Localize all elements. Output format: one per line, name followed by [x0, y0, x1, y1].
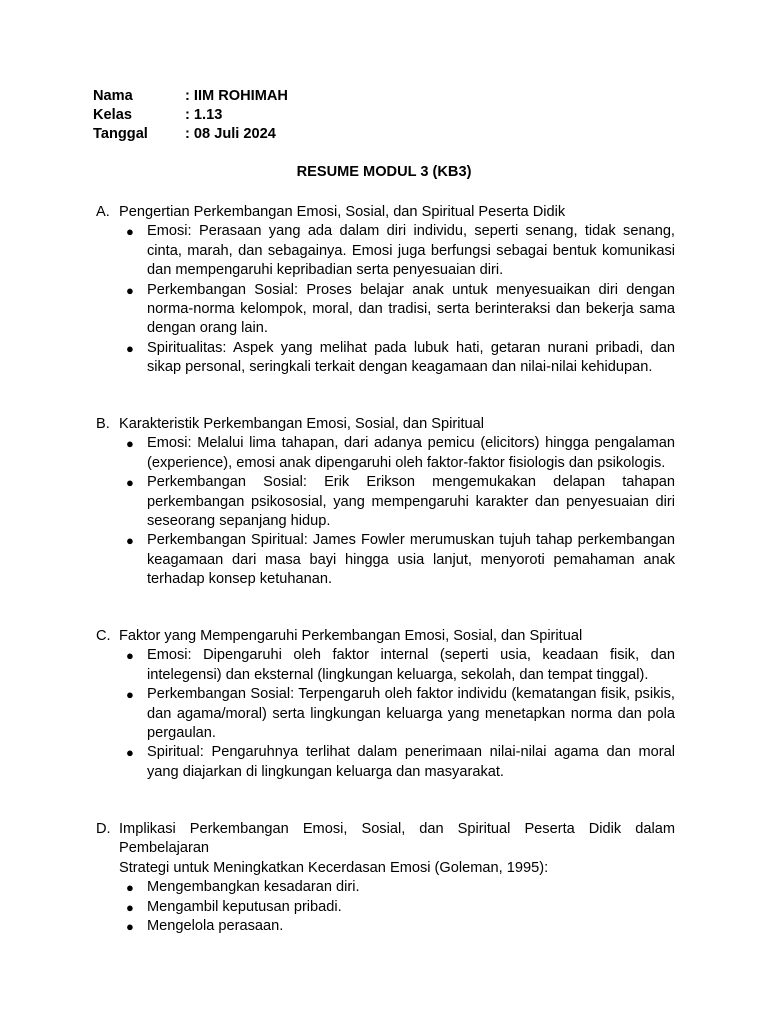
list-item — [93, 281, 675, 339]
section-d-subtitle: Strategi untuk Meningkatkan Kecerdasan Emosi (Goleman, 1995): — [119, 859, 549, 876]
section-c-list — [93, 646, 675, 782]
header-kelas-row — [93, 106, 222, 125]
section-d-heading — [93, 820, 675, 859]
list-item — [93, 339, 675, 378]
list-item — [93, 646, 675, 685]
tanggal-value: : 08 Juli 2024 — [185, 126, 276, 142]
section-b — [93, 415, 675, 590]
list-item — [93, 898, 675, 917]
list-item — [93, 878, 675, 897]
document-title: RESUME MODUL 3 (KB3) — [296, 164, 472, 180]
section-b-title: Karakteristik Perkembangan Emosi, Sosial, dan Spiritual — [119, 416, 485, 432]
section-a-title: Pengertian Perkembangan Emosi, Sosial, dan Spiritual Peserta Didik — [119, 204, 566, 220]
list-item-text: Perkembangan Sosial: Erik Erikson mengemukakan delapan tahapan perkembangan psikososial, yang mempengaruhi karakter dan penyesuaian diri seseorang sepanjang hidup. — [147, 474, 675, 530]
section-c-title: Faktor yang Mempengaruhi Perkembangan Emosi, Sosial, dan Spiritual — [119, 628, 583, 644]
tanggal-label: Tanggal — [93, 126, 148, 142]
section-a — [93, 203, 675, 378]
header-tanggal-row — [93, 125, 276, 144]
kelas-label: Kelas — [93, 107, 132, 123]
list-item — [93, 531, 675, 589]
section-d-letter: D. — [96, 821, 111, 837]
section-b-letter: B. — [96, 416, 110, 432]
list-item — [93, 434, 675, 473]
list-item-text: Emosi: Perasaan yang ada dalam diri individu, seperti senang, tidak senang, cinta, marah, dan sebagainya. Emosi juga berfungsi sebagai bentuk komunikasi dan mempengaruhi kepribadian serta penyesuaian diri. — [147, 223, 675, 279]
list-item-text: Mengelola perasaan. — [147, 918, 284, 935]
section-a-list — [93, 222, 675, 377]
section-a-heading — [93, 203, 675, 222]
section-a-letter: A. — [96, 204, 110, 220]
section-c-heading — [93, 627, 675, 646]
bullet-icon: ● — [126, 475, 134, 491]
list-item-text: Spiritual: Pengaruhnya terlihat dalam penerimaan nilai-nilai agama dan moral yang diajarkan di lingkungan keluarga dan masyarakat. — [147, 744, 675, 780]
list-item-text: Perkembangan Sosial: Proses belajar anak untuk menyesuaikan diri dengan norma-norma kelompok, moral, dan tradisi, serta berinteraksi dan bekerja sama dengan orang lain. — [147, 281, 675, 337]
nama-label: Nama — [93, 88, 133, 104]
list-item — [93, 685, 675, 743]
list-item — [93, 473, 675, 531]
section-d-title: Implikasi Perkembangan Emosi, Sosial, dan Spiritual Peserta Didik dalam Pembelajaran — [119, 821, 675, 857]
section-d — [93, 820, 675, 936]
section-d-list — [93, 878, 675, 936]
bullet-icon: ● — [126, 687, 134, 703]
nama-value: : IIM ROHIMAH — [185, 88, 288, 104]
bullet-icon: ● — [126, 919, 134, 935]
section-b-list — [93, 434, 675, 589]
bullet-icon: ● — [126, 648, 134, 664]
list-item — [93, 743, 675, 782]
list-item-text: Spiritualitas: Aspek yang melihat pada lubuk hati, getaran nurani pribadi, dan sikap personal, seringkali terkait dengan keagamaan dan nilai-nilai kehidupan. — [147, 339, 675, 376]
header-nama-row — [93, 87, 288, 106]
list-item — [93, 917, 675, 936]
list-item-text: Mengembangkan kesadaran diri. — [147, 879, 360, 896]
list-item-text: Mengambil keputusan pribadi. — [147, 898, 342, 915]
bullet-icon: ● — [126, 436, 134, 452]
section-b-heading — [93, 415, 675, 434]
list-item-text: Emosi: Melalui lima tahapan, dari adanya pemicu (elicitors) hingga pengalaman (experience), emosi anak dipengaruhi oleh faktor-faktor fisiologis dan psikologis. — [147, 435, 675, 471]
bullet-icon: ● — [126, 224, 134, 240]
list-item-text: Emosi: Dipengaruhi oleh faktor internal (seperti usia, keadaan fisik, dan intelegensi) dan eksternal (lingkungan keluarga, sekolah, dan tempat tinggal). — [147, 647, 675, 683]
list-item — [93, 222, 675, 280]
section-c-letter: C. — [96, 628, 111, 644]
list-item-text: Perkembangan Spiritual: James Fowler merumuskan tujuh tahap perkembangan keagamaan dari masa bayi hingga usia lanjut, menyoroti pemahaman anak terhadap konsep ketuhanan. — [147, 532, 675, 588]
bullet-icon: ● — [126, 899, 134, 915]
bullet-icon: ● — [126, 340, 134, 356]
bullet-icon: ● — [126, 745, 134, 761]
bullet-icon: ● — [126, 880, 134, 896]
bullet-icon: ● — [126, 533, 134, 549]
bullet-icon: ● — [126, 282, 134, 298]
kelas-value: : 1.13 — [185, 107, 223, 123]
section-c — [93, 627, 675, 782]
list-item-text: Perkembangan Sosial: Terpengaruh oleh faktor individu (kematangan fisik, psikis, dan agama/moral) serta lingkungan keluarga yang menetapkan norma dan pola pergaulan. — [147, 686, 675, 742]
